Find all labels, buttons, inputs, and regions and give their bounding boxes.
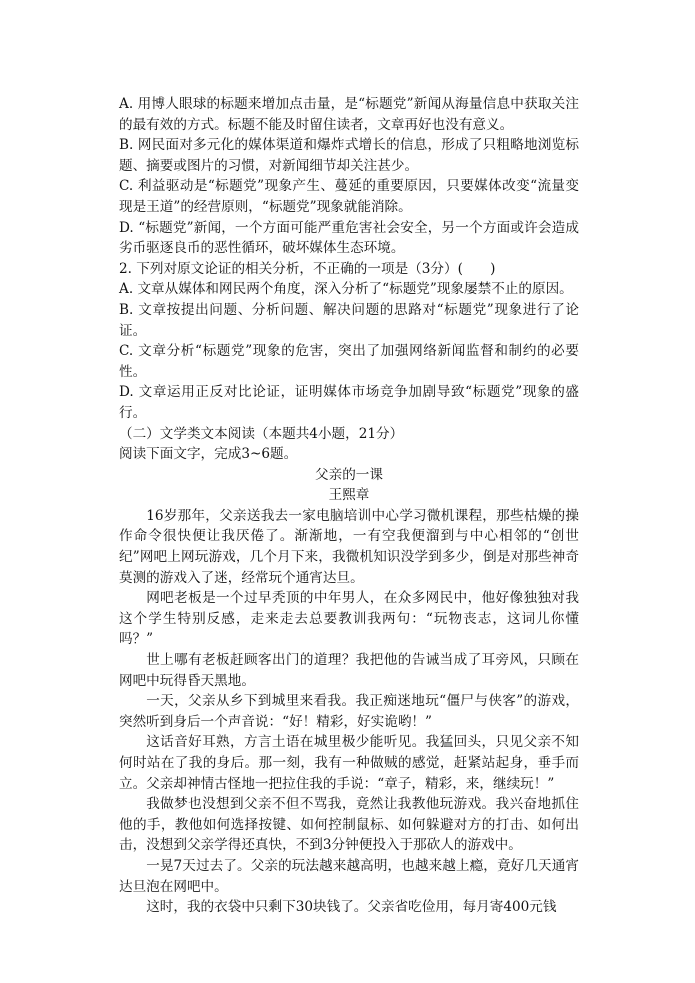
q2-option-a: A. 文章从媒体和网民两个角度，深入分析了“标题党”现象屡禁不止的原因。 [119,281,573,298]
reading-instruction: 阅读下面文字，完成3~6题。 [119,446,298,463]
story-paragraph: 我做梦也没想到父亲不但不骂我，竟然让我教他玩游戏。我兴奋地抓住他的手，教他如何选择按键、如何控制鼠标、如何躲避对方的打击、如何出击，没想到父亲学得还真快，不到3分钟便投入于那砍人的游戏中。 [119,796,579,854]
q2-option-c: C. 文章分析“标题党”现象的危害，突出了加强网络新闻监督和制约的必要性。 [119,343,579,380]
story-paragraph: 一天，父亲从乡下到城里来看我。我正痴迷地玩“僵尸与侠客”的游戏，突然听到身后一个声音说：“好！精彩，好实诡哟！” [119,693,579,730]
question-2-stem: 2. 下列对原文论证的相关分析，不正确的一项是（3分）( ) [119,260,496,277]
story-paragraph: 一晃7天过去了。父亲的玩法越来越高明，也越来越上瘾，竟好几天通宵达旦泡在网吧中。 [119,857,579,895]
story-paragraph: 16岁那年，父亲送我去一家电脑培训中心学习微机课程，那些枯燥的操作命令很快便让我厌倦了。渐渐地，一有空我便溜到与中心相邻的“创世纪”网吧上网玩游戏，几个月下来，我微机知识没学到多少，倒是对那些神奇莫测的游戏入了迷，经常玩个通宵达旦。 [119,507,579,586]
section-heading: （二）文学类文本阅读（本题共4小题，21分） [119,425,404,442]
story-title: 父亲的一课 [315,466,383,483]
story-paragraph: 网吧老板是一个过早秃顶的中年男人，在众多网民中，他好像独独对我这个学生特别反感，走来走去总要教训我两句：“玩物丧志，这词儿你懂吗？” [119,590,579,648]
document-page [119,94,579,918]
story-author: 王熙章 [328,487,370,504]
option-a-paragraph: A. 用博人眼球的标题来增加点击量，是“标题党”新闻从海量信息中获取关注的最有效的方式。标题不能及时留住读者，文章再好也没有意义。 [119,96,579,133]
story-paragraph: 这时，我的衣袋中只剩下30块钱了。父亲省吃俭用，每月寄400元钱 [146,899,557,916]
option-d-paragraph: D. “标题党”新闻，一个方面可能严重危害社会安全，另一个方面或许会造成劣币驱逐良币的恶性循环，破坏媒体生态环境。 [119,219,579,257]
option-c-paragraph: C. 利益驱动是“标题党”现象产生、蔓延的重要原因，只要媒体改变“流量变现是王道”的经营原则，“标题党”现象就能消除。 [119,178,579,215]
story-paragraph: 世上哪有老板赶顾客出门的道理？我把他的告诫当成了耳旁风，只顾在网吧中玩得昏天黑地。 [119,652,579,689]
story-paragraph: 这话音好耳熟，方言土语在城里极少能听见。我猛回头，只见父亲不知何时站在了我的身后。那一刻，我有一种做贼的感觉，赶紧站起身，垂手而立。父亲却神情古怪地一把拉住我的手说：“章子，精彩，来，继续玩！” [119,734,579,792]
option-b-paragraph: B. 网民面对多元化的媒体渠道和爆炸式增长的信息，形成了只粗略地浏览标题、摘要或图片的习惯，对新闻细节却关注甚少。 [119,137,579,174]
q2-option-d: D. 文章运用正反对比论证，证明媒体市场竞争加剧导致“标题党”现象的盛行。 [119,384,579,421]
q2-option-b: B. 文章按提出问题、分析问题、解决问题的思路对“标题党”现象进行了论证。 [119,301,579,339]
